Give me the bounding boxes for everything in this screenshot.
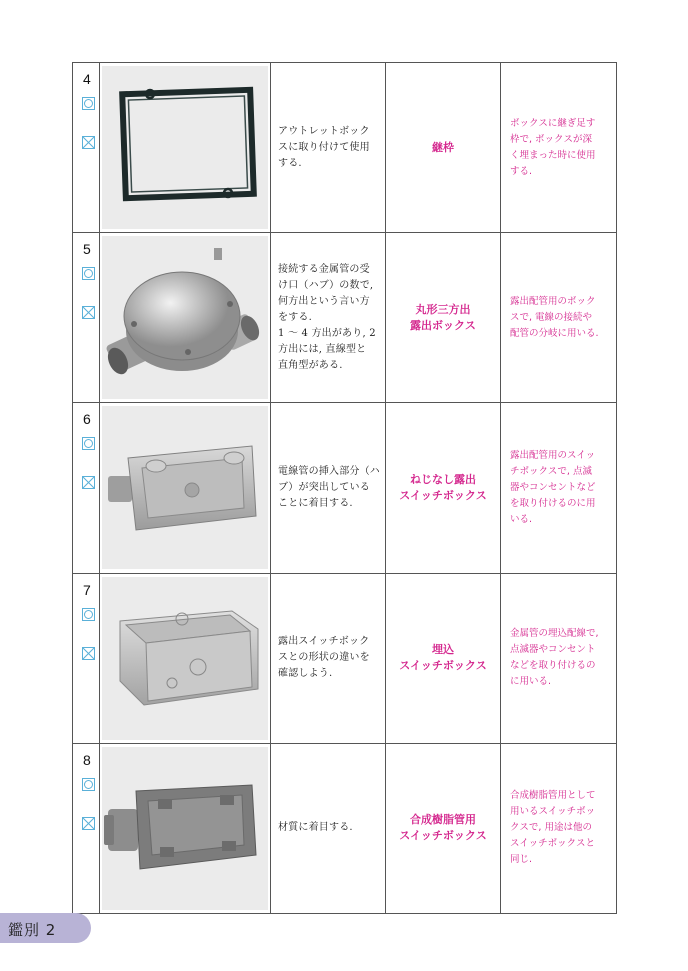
item-name-cell <box>386 233 501 403</box>
item-name-line: 露出ボックス <box>410 318 476 332</box>
usage-cell <box>501 403 617 573</box>
note-line: 直角型がある. <box>278 359 343 371</box>
item-name-cell <box>386 63 501 233</box>
item-name-cell <box>386 573 501 743</box>
item-photo-cell <box>100 403 271 573</box>
usage-line: クスで, 用途は他の <box>510 822 592 834</box>
circle-mark-icon <box>82 437 95 450</box>
usage-line: 点滅器やコンセント <box>510 644 596 656</box>
item-name-line: 埋込 <box>432 643 454 657</box>
usage-line: く埋まった時に使用 <box>510 149 596 161</box>
usage-line: 配管の分岐に用いる. <box>510 327 599 339</box>
usage-line: いる. <box>510 513 533 525</box>
usage-line: などを取り付けるの <box>510 660 596 672</box>
circle-mark-icon <box>82 267 95 280</box>
table-row <box>73 743 617 913</box>
usage-line: 露出配管用のスイッ <box>510 449 596 461</box>
usage-line: 金属管の埋込配線で, <box>510 628 599 640</box>
usage-line: ボックスに継ぎ足す <box>510 117 596 129</box>
table-row <box>73 63 617 233</box>
usage-line: 合成樹脂管用として <box>510 790 596 802</box>
note-cell <box>271 743 386 913</box>
table-row <box>73 573 617 743</box>
note-cell <box>271 233 386 403</box>
circle-mark-icon <box>82 97 95 110</box>
usage-line: 同じ. <box>510 854 533 866</box>
note-line: 1 ～ 4 方出があり, 2 <box>278 327 376 339</box>
note-line: 確認しよう. <box>278 668 333 680</box>
table-row <box>73 403 617 573</box>
usage-line: 枠で, ボックスが深 <box>510 133 592 145</box>
usage-line: スイッチボックスと <box>510 838 596 850</box>
item-photo-cell <box>100 743 271 913</box>
note-cell <box>271 403 386 573</box>
note-line: ブ）が突出している <box>278 481 370 493</box>
usage-cell <box>501 63 617 233</box>
row-number-cell <box>73 743 100 913</box>
cross-mark-icon <box>82 476 95 489</box>
note-line: する. <box>278 157 302 169</box>
item-photo <box>102 747 268 910</box>
item-name-cell <box>386 403 501 573</box>
usage-line: チボックスで, 点滅 <box>510 465 592 477</box>
item-photo <box>102 66 268 229</box>
item-name-line: ねじなし露出 <box>410 472 476 486</box>
row-number-cell <box>73 403 100 573</box>
item-name-line: スイッチボックス <box>399 829 487 843</box>
row-number: 5 <box>83 241 91 258</box>
usage-line: スで, 電線の接続や <box>510 311 593 323</box>
note-line: スに取り付けて使用 <box>278 141 370 153</box>
note-line: ことに着目する. <box>278 497 353 509</box>
usage-cell <box>501 573 617 743</box>
cross-mark-icon <box>82 136 95 149</box>
item-photo <box>102 577 268 740</box>
row-number: 4 <box>83 71 91 87</box>
note-line: をする. <box>278 311 312 323</box>
row-number: 6 <box>83 411 91 428</box>
usage-line: を取り付けるのに用 <box>510 497 596 509</box>
note-line: 材質に着目する. <box>278 822 353 834</box>
item-photo <box>102 236 268 399</box>
usage-cell <box>501 743 617 913</box>
note-line: 電線管の挿入部分（ハ <box>278 465 380 477</box>
item-name-cell <box>386 743 501 913</box>
note-line: アウトレットボック <box>278 125 370 137</box>
note-line: 何方出という言い方 <box>278 295 370 307</box>
row-number: 8 <box>83 751 91 768</box>
item-name-line: 丸形三方出 <box>415 302 471 316</box>
usage-line: に用いる. <box>510 676 552 688</box>
note-line: 接続する金属管の受 <box>278 263 370 275</box>
cross-mark-icon <box>82 306 95 319</box>
item-name-line: スイッチボックス <box>399 659 487 673</box>
item-name-line: スイッチボックス <box>399 488 487 502</box>
section-tab <box>0 913 91 943</box>
note-cell <box>271 63 386 233</box>
item-photo-cell <box>100 63 271 233</box>
item-photo-cell <box>100 233 271 403</box>
usage-line: 露出配管用のボック <box>510 295 596 307</box>
item-photo <box>102 406 268 569</box>
usage-cell <box>501 233 617 403</box>
cross-mark-icon <box>82 817 95 830</box>
row-number-cell <box>73 233 100 403</box>
item-name-line: 合成樹脂管用 <box>410 813 476 827</box>
item-photo-cell <box>100 573 271 743</box>
note-line: 方出には, 直線型と <box>278 343 367 355</box>
circle-mark-icon <box>82 778 95 791</box>
note-line: 露出スイッチボック <box>278 636 370 648</box>
usage-line: する. <box>510 165 533 177</box>
row-number: 7 <box>83 581 91 598</box>
row-number-cell <box>73 573 100 743</box>
identification-table <box>72 62 617 914</box>
note-line: スとの形状の違いを <box>278 652 370 664</box>
circle-mark-icon <box>82 608 95 621</box>
usage-line: 器やコンセントなど <box>510 481 596 493</box>
usage-line: 用いるスイッチボッ <box>510 806 596 818</box>
item-name-line: 継枠 <box>432 140 454 154</box>
table-row <box>73 233 617 403</box>
row-number-cell <box>73 63 100 233</box>
note-line: け口（ハブ）の数で, <box>278 279 374 291</box>
note-cell <box>271 573 386 743</box>
cross-mark-icon <box>82 647 95 660</box>
section-tab-label: 鑑別 2 <box>8 921 57 939</box>
